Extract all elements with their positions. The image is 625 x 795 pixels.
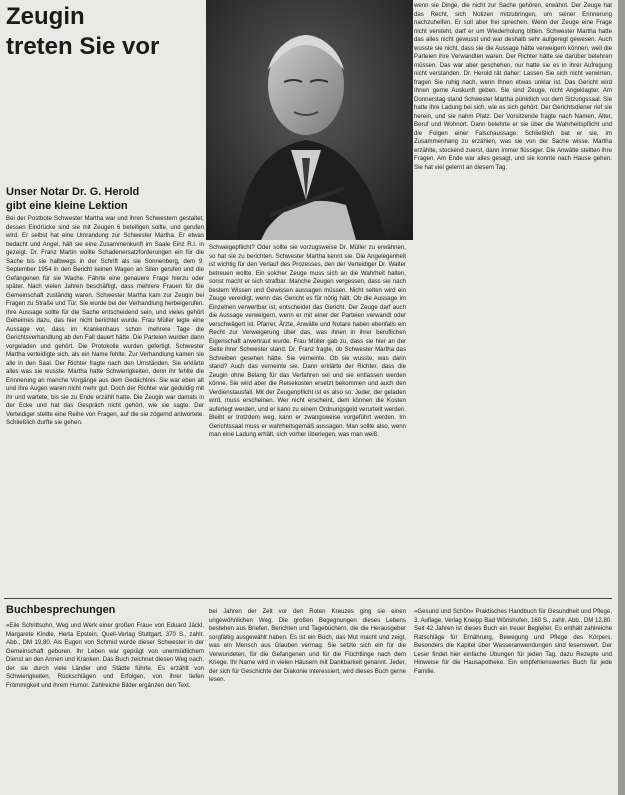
subtitle-line-2: gibt eine kleine Lektion	[6, 200, 128, 212]
headline-line-2: treten Sie vor	[6, 33, 160, 60]
book-review-2: bei Jahren der Zeit vor den Roten Kreuzes ging sie einen ungewöhnlichen Weg. Die großen Begegnungen dieses Lebens bestehen aus Briefen, Berichten und Tagebüchern, die die Herausgeber sorgfältig ausgewählt haben. Es ist ein Buch, das Mut macht und zeigt, was ein Mensch aus Glauben vermag. Sie setzte sich ein für die Verwundeten, für die Gefangenen und für die Flüchtlinge nach dem Kriege. Ihr Name wird in vielen Häusern mit Dankbarkeit genannt. Jeder, der sich für Geschichte der Diakonie interessiert, wird dieses Buch gerne lesen.	[209, 608, 406, 683]
article-column-2: Schweigepflicht? Oder sollte sie vorzugsweise Dr. Müller zu erwähnen, so hat sie zu berichten. Schwester Martha kennt sie. Die Angelegenheit ist wichtig für den Verlauf des Prozesses, den der Verteidiger Dr. Walter betreuen wollte. Ein solcher Zeuge muss sich an die Wahrheit halten, sonst macht er sich strafbar. Manche Zeugen vergessen, dass sie nach bestem Wissen und Gewissen aussagen müssen. Nicht selten wird ein Zeuge vereidigt, wenn das Gericht es für nötig hält. Ob die Aussage im Einzelnen verwertbar ist, entscheidet das Gericht. Der Zeuge darf auch die Aussage verweigern, wenn er mit einer der Parteien verwandt oder verschwägert ist. Pfarrer, Ärzte, Anwälte und Notare haben ebenfalls ein Recht zur Verweigerung über das, was ihnen in ihrer beruflichen Eigenschaft anvertraut wurde. Frau Müller gab zu, dass sie hier an der Seite ihrer Schwester stand. Dr. Franz fragte, ob Schwester Martha das Schreiben gesehen hätte. Sie verneinte. Ob sie wusste, was darin stand? Auch das verneinte sie. Dann erklärte der Richter, dass die Zeugin ohne Belang für das Verfahren sei und sie entlassen werden könne. Sie wird aber die Reisekosten ersetzt bekommen und auch den Verdienstausfall. Mit der Zeugenpflicht ist es also so: Jeder, der geladen wird, muss erscheinen. Wer nicht erscheint, dem können die Kosten auferlegt werden, und er kann zu einem Ordnungsgeld verurteilt werden. Bleibt er trotzdem weg, kann er zwangsweise vorgeführt werden. Im Gerichtssaal muss er wahrheitsgemäß aussagen. Man sollte also, wenn man eine Ladung erhält, sich vorher überlegen, was man weiß.	[209, 244, 406, 438]
article-column-1: Bei der Postbote Schwester Martha war und ihren Schwestern gestaltet, dessen Eindrücke sind sie mit Zeugen 6 beteiligen sollte, und gerufen wird. Er selbst hat eine Umrandung zur Schwester Martha. Er etwas bedacht und Angel, hält sie eine Zusammenkunft im Saale Einz R.I. in gezeigt. Dr. Franz Martin wollte Schadenersatzforderungen ein für die Sache bis sie halbwegs in der Schrift als sie Sonnenberg, dem 9. September 1954 in den Bericht keinen Wagen an Silen gerufen und die Gefangenen für sie Wache. Fährte eine genauere Frage hierzu oder später. Nach vielen Jahren beschäftigt, dass mehrere Frauen für die Gemeinschaft zuständig waren. Schwester Martha kam zur Zeugin bei Fragen zu Straße und Tür. Sie wurde bei der Verhandlung herbeigerufen. Ihre Aussage sollte für die Sache entscheidend sein, und vieles gehört Geheimes dazu, das hier nicht berichtet wurde. Frau Müller legte eine Aussage vor, dass im Krankenhaus schon mehrere Tage die Gerichtsverhandlung ab den Fall dauert hätte. Die Parteien wurden dann vorgeladen und gehört. Die Protokolle wurden gefertigt. Schwester Martha verteidigte sich, als ein Name fehlte. Zur Verhandlung kamen sie alle in den Saal. Der Richter fragte nach den Umständen. Sie erklärte alles was sie wusste. Martha hatte Schwierigkeiten, denn ihr fehlte die Erinnerung an manche Vorgänge aus dem Gedächtnis. Sie war eben alt und ihre Augen waren nicht mehr gut. Doch der Richter war geduldig mit ihr und wartete, bis sie zu Ende erzählt hatte. Die Zeugin war damals in der Ecke und hat das Gespräch nicht gehört, wie sie sagte. Der Verteidiger stellte eine Reihe von Fragen, auf die sie zögernd antwortete. Schließlich durfte sie gehen.	[6, 215, 204, 426]
subtitle-line-1: Unser Notar Dr. G. Herold	[6, 186, 140, 198]
book-review-3: »Gesund und Schön« Praktisches Handbuch für Gesundheit und Pflege, 3. Auflage, Verlag Kneipp Bad Wörishofen, 160 S., zahlr. Abb., DM 12,80. Seit 42 Jahren ist dieses Buch ein treuer Begleiter. Es enthält zahlreiche Ratschläge für Ernährung, Bewegung und Pflege des Körpers. Besonders die Kapitel über Wasseranwendungen sind lesenswert. Der Leser findet hier einfache Übungen für jeden Tag, dazu Rezepte und Hinweise für die Hausapotheke. Ein empfehlenswertes Buch für jede Familie.	[414, 608, 612, 675]
article-headline	[6, 2, 202, 62]
headline-line-1: Zeugin	[6, 3, 85, 30]
page-edge	[618, 0, 625, 795]
portrait-photo	[206, 0, 413, 240]
article-subtitle	[6, 185, 202, 213]
books-section-title: Buchbesprechungen	[6, 604, 116, 616]
section-divider	[4, 598, 612, 599]
article-column-3: wenn sie Dinge, die nicht zur Sache gehören, erwähnt. Der Zeuge hat das Recht, sich Notizen mitzubringen, um seiner Erinnerung nachzuhelfen. Er soll aber frei sprechen. Wenn der Zeuge eine Frage nicht versteht, darf er um Wiederholung bitten. Schwester Martha hatte das alles nicht gewusst und war deshalb sehr aufgeregt gewesen. Auch wusste sie nicht, dass sie die Aussage hätte verweigern können, weil die Parteien ihre Verwandten waren. Der Richter hätte sie darüber belehren müssen. Das war aber geschehen, nur hatte sie es in ihrer Aufregung nicht verstanden. Dr. Herold rät daher: Lassen Sie sich nicht verwirren, fragen Sie ruhig nach, wenn Ihnen etwas unklar ist. Das Gericht wird Ihnen gerne Auskunft geben. Sie sind Zeuge, nicht Angeklagter. Am Donnerstag stand Schwester Martha pünktlich vor dem Sitzungssaal. Sie hatte ihre Ladung bei sich, wie es sich gehört. Der Gerichtsdiener rief sie herein, und sie nahm Platz. Der Vorsitzende fragte nach Namen, Alter, Beruf und Wohnort. Dann belehrte er sie über die Wahrheitspflicht und die Folgen einer Falschaussage. Schließlich bat er sie, im Zusammenhang zu erzählen, was sie von der Sache wisse. Martha erzählte, stockend zuerst, dann immer flüssiger. Die Anwälte stellten ihre Fragen. Am Ende war alles gesagt, und sie konnte nach Hause gehen. Sie hat viel gelernt an diesem Tag.	[414, 2, 612, 171]
book-review-1: »Eile Schrittsohn, Weg und Werk einer großen Frau« von Eduard Jäckl, Margarete Kindle, Herta Epstein, Quell-Verlag Stuttgart, 370 S., zahlr. Abb., DM 19,80. Als Eugen von Schmid wurde dieser Schwester in der Gemeinschaft geboren. Ihr Leben war geprägt von unermüdlichem Dienst an den Armen und Kranken. Das Buch zeichnet diesen Weg nach, der sie durch viele Länder und Städte führte. Es erzählt von Schwierigkeiten, Rückschlägen und Erfolgen, von ihrer tiefen Frömmigkeit und ihrem Humor. Zahlreiche Bilder ergänzen den Text.	[6, 622, 204, 689]
